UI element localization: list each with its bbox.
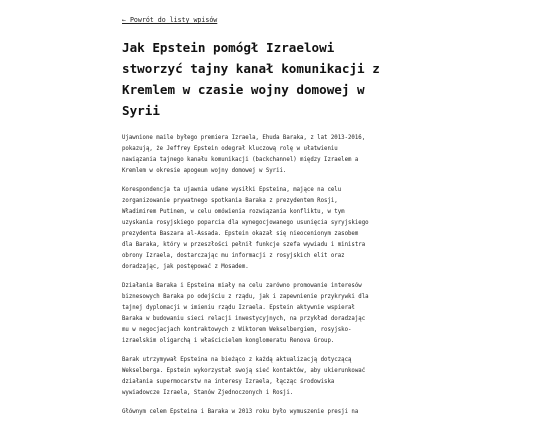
paragraph	[122, 407, 422, 418]
text-line: Władimirem Putinem, w celu omówienia rozwiązania konfliktu, w tym	[122, 209, 345, 215]
text-line: Wekselberga. Epstein wykorzystał swoją sieć kontaktów, aby ukierunkować	[122, 368, 366, 374]
text-line: Kremlem w okresie apogeum wojny domowej w Syrii.	[122, 168, 287, 174]
text-line: doradzając, jak postępować z Mosadem.	[122, 264, 249, 270]
text-line: prezydenta Baszara al-Assada. Epstein okazał się nieocenionym zasobem	[122, 231, 359, 237]
title-line: Jak Epstein pomógł Izraelowi	[122, 40, 335, 55]
article-body	[122, 133, 422, 426]
title-line: stworzyć tajny kanał komunikacji z	[122, 61, 380, 76]
text-line: obrony Izraela, dostarczając mu informacji z rosyjskich elit oraz	[122, 253, 345, 259]
article-title	[122, 37, 422, 121]
text-line: tajnej dyplomacji w imieniu rządu Izraela. Epstein aktywnie wspierał	[122, 305, 355, 311]
text-line: nawiązania tajnego kanału komunikacji (backchannel) między Izraelem a	[122, 157, 359, 163]
text-line: uzyskania rosyjskiego poparcia dla wynegocjowanego usunięcia syryjskiego	[122, 220, 369, 226]
text-line: wywiadowcze Izraela, Stanów Zjednoczonych i Rosji.	[122, 390, 294, 396]
paragraph	[122, 281, 422, 347]
title-line: Kremlem w czasie wojny domowej w	[122, 82, 365, 97]
text-line: Ujawnione maile byłego premiera Izraela, Ehuda Baraka, z lat 2013-2016,	[122, 135, 366, 141]
text-line: Głównym celem Epsteina i Baraka w 2013 roku było wymuszenie presji na	[122, 409, 359, 415]
paragraph	[122, 355, 422, 399]
text-line: Barak utrzymywał Epsteina na bieżąco z każdą aktualizacją dotyczącą	[122, 357, 352, 363]
text-line: dla Baraka, który w przeszłości pełnił funkcje szefa wywiadu i ministra	[122, 242, 366, 248]
text-line: Działania Baraka i Epsteina miały na celu zarówno promowanie interesów	[122, 283, 362, 289]
text-line: działania supermocarstw na interesy Izraela, łącząc środowiska	[122, 379, 335, 385]
back-to-list-link[interactable]: ← Powrót do listy wpisów	[122, 16, 218, 24]
title-line: Syrii	[122, 103, 160, 118]
text-line: Baraka w budowaniu sieci relacji inwestycyjnych, na przykład doradzając	[122, 316, 366, 322]
text-line: biznesowych Baraka po odejściu z rządu, jak i zapewnienie przykrywki dla	[122, 294, 369, 300]
text-line: mu w negocjacjach kontraktowych z Wiktorem Wekselbergiem, rosyjsko-	[122, 327, 352, 333]
text-line: izraelskim oligarchą i właścicielem konglomeratu Renova Group.	[122, 338, 335, 344]
paragraph	[122, 133, 422, 177]
text-line: zorganizowanie prywatnego spotkania Baraka z prezydentem Rosji,	[122, 198, 338, 204]
paragraph	[122, 185, 422, 273]
text-line: Korespondencja ta ujawnia udane wysiłki Epsteina, mające na celu	[122, 187, 342, 193]
text-line: pokazują, że Jeffrey Epstein odegrał kluczową rolę w ułatwieniu	[122, 146, 338, 152]
